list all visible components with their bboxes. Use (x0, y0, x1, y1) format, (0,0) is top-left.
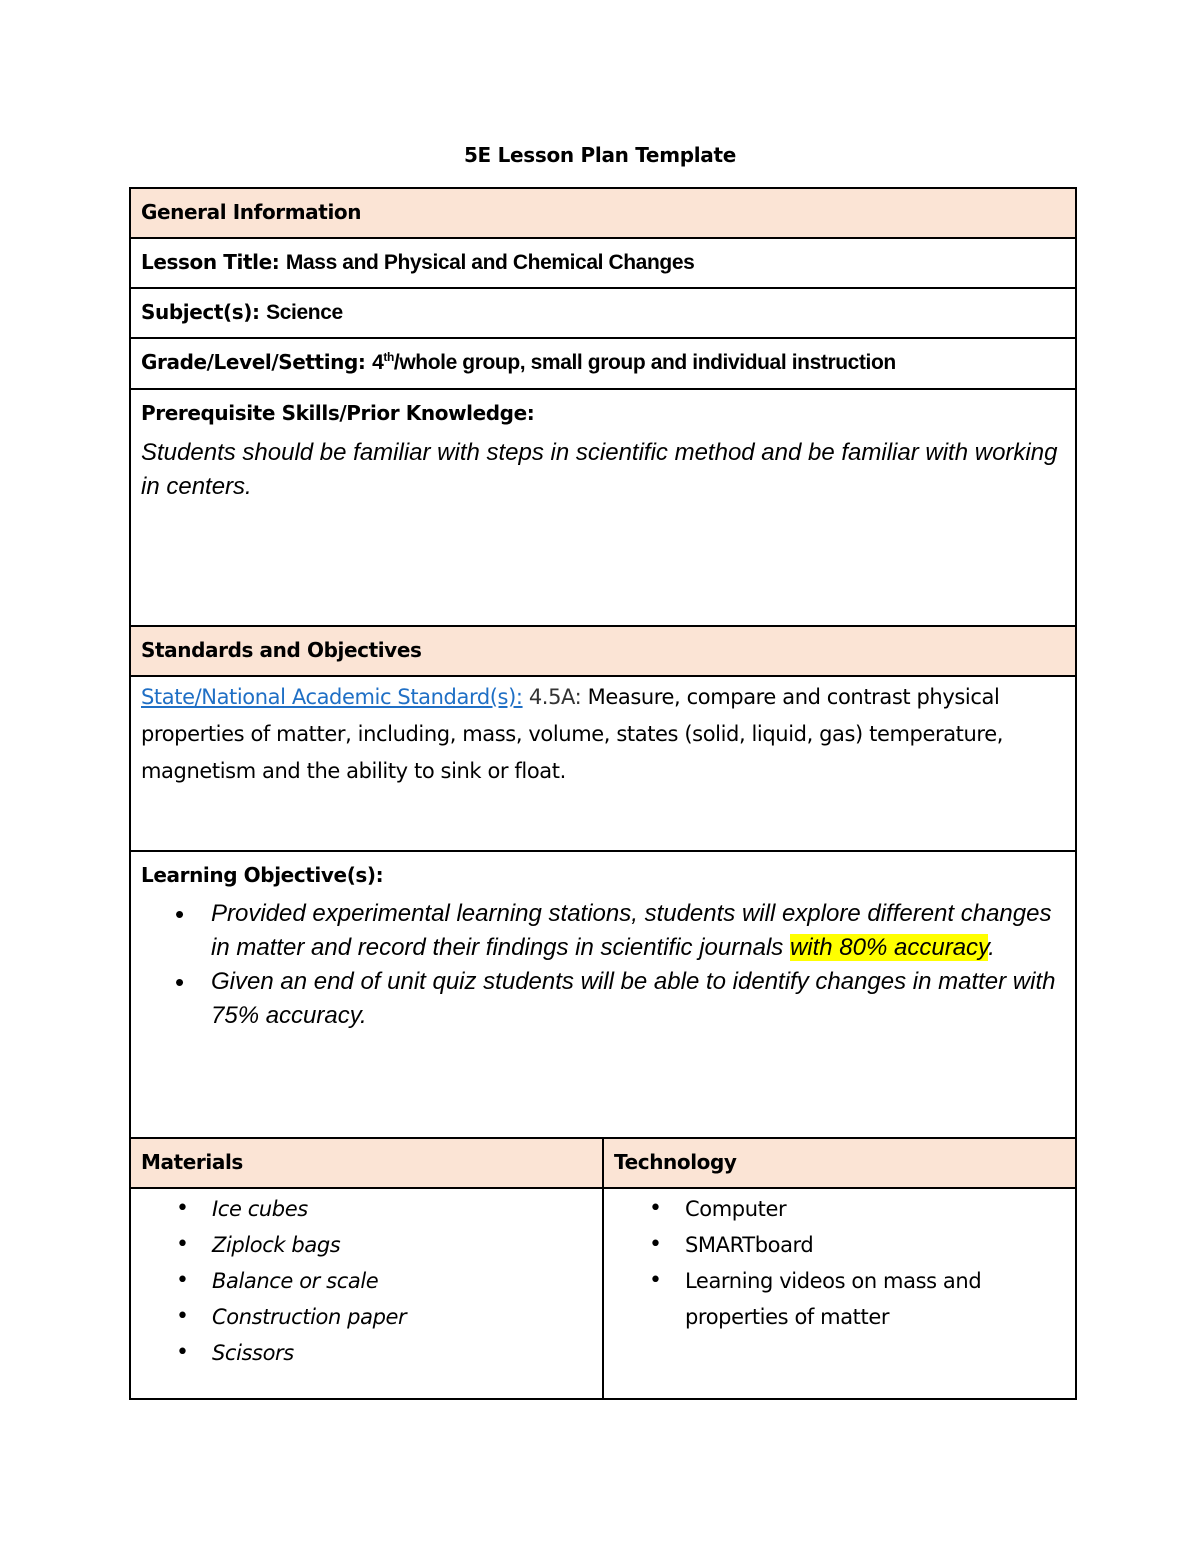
grade-setting: /whole group, small group and individual instruction (393, 351, 896, 374)
objective-highlight: with 80% accuracy (789, 934, 989, 961)
materials-list (141, 1191, 592, 1371)
list-item: • Construction paper (212, 1299, 592, 1335)
technology-header (603, 1138, 1076, 1188)
standard-paragraph (141, 679, 1065, 790)
technology-cell (603, 1188, 1076, 1399)
materials-label: Materials (141, 1150, 243, 1174)
list-item: • Ziplock bags (212, 1227, 592, 1263)
list-item: • Ice cubes (212, 1191, 592, 1227)
technology-list (614, 1191, 1065, 1335)
standard-code: 4.5A: (528, 685, 582, 709)
lesson-title-label: Lesson Title: (141, 250, 280, 274)
technology-label: Technology (614, 1150, 737, 1174)
list-item: • Learning videos on mass and properties of matter (685, 1263, 1065, 1335)
lesson-plan-table (129, 187, 1077, 1400)
materials-header (130, 1138, 603, 1188)
list-item: • SMARTboard (685, 1227, 1065, 1263)
learning-objectives-label: Learning Objective(s): (141, 863, 384, 887)
subject-value: Science (266, 301, 343, 324)
standard-text: Measure, compare and contrast physical properties of matter, including, mass, volume, states (solid, liquid, gas) temperature, magnetism and the ability to sink or float. (141, 685, 1003, 783)
prerequisite-label: Prerequisite Skills/Prior Knowledge: (141, 401, 535, 425)
subject-label: Subject(s): (141, 300, 260, 324)
general-information-header (130, 188, 1076, 238)
standard-link[interactable]: State/National Academic Standard(s): (141, 685, 523, 709)
objective-item: • Provided experimental learning stations, students will explore different changes in matter and record their findings in scientific journals with 80% accuracy. (211, 897, 1065, 965)
grade-superscript: th (383, 350, 394, 364)
materials-cell (130, 1188, 603, 1399)
grade-level-row (130, 338, 1076, 389)
grade-level-label: Grade/Level/Setting: (141, 350, 366, 374)
objective-item: • Given an end of unit quiz students will be able to identify changes in matter with 75% accuracy. (211, 965, 1065, 1033)
grade-number: 4 (372, 351, 384, 374)
list-item: • Computer (685, 1191, 1065, 1227)
subject-row (130, 288, 1076, 338)
standards-objectives-label: Standards and Objectives (141, 638, 422, 662)
general-information-label: General Information (141, 200, 362, 224)
page-title: 5E Lesson Plan Template (463, 143, 737, 167)
list-item: • Scissors (212, 1335, 592, 1371)
list-item: • Balance or scale (212, 1263, 592, 1299)
prerequisite-row (130, 389, 1076, 626)
prerequisite-text: Students should be familiar with steps in scientific method and be familiar with working in centers. (141, 439, 1058, 500)
standards-objectives-header (130, 626, 1076, 676)
objectives-list (141, 897, 1065, 1033)
grade-level-value (372, 351, 896, 374)
learning-objectives-row (130, 851, 1076, 1138)
standard-row (130, 676, 1076, 851)
lesson-title-row (130, 238, 1076, 288)
lesson-title-value: Mass and Physical and Chemical Changes (285, 251, 695, 274)
